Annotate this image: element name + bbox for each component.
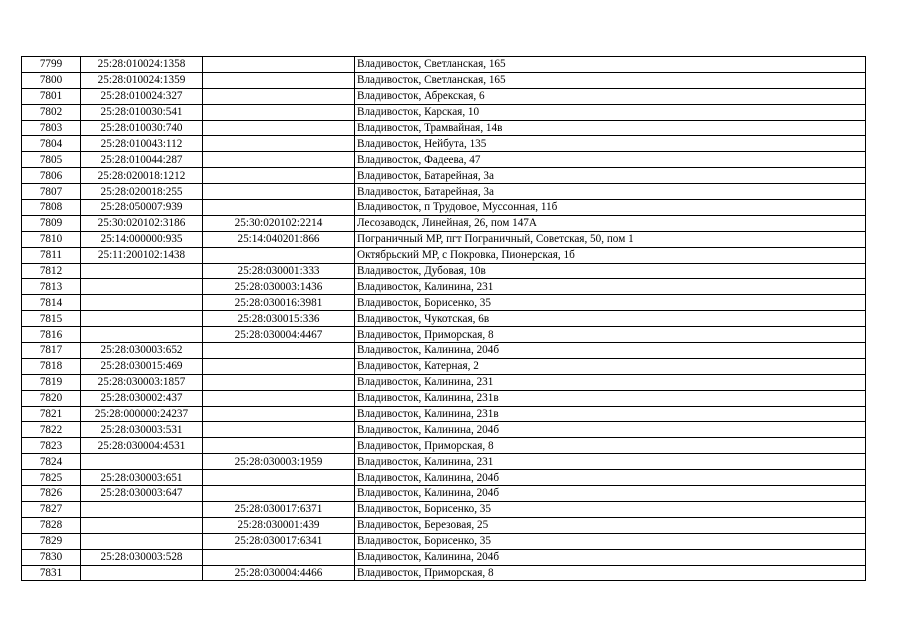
row-number-cell: 7815 (22, 311, 81, 327)
secondary-cadastral-number-cell: 25:28:030004:4467 (203, 327, 355, 343)
address-cell: Владивосток, Фадеева, 47 (355, 152, 866, 168)
secondary-cadastral-number-cell: 25:14:040201:866 (203, 231, 355, 247)
table-row (22, 549, 866, 565)
address-cell: Владивосток, Борисенко, 35 (355, 295, 866, 311)
address-cell: Владивосток, Карская, 10 (355, 104, 866, 120)
address-cell: Владивосток, Калинина, 204б (355, 422, 866, 438)
address-cell: Владивосток, Калинина, 204б (355, 549, 866, 565)
secondary-cadastral-number-cell: 25:28:030015:336 (203, 311, 355, 327)
table-row (22, 406, 866, 422)
secondary-cadastral-number-cell (203, 358, 355, 374)
row-number-cell: 7802 (22, 104, 81, 120)
table-row (22, 422, 866, 438)
table-row (22, 88, 866, 104)
address-cell: Лесозаводск, Линейная, 26, пом 147А (355, 215, 866, 231)
address-cell: Владивосток, Борисенко, 35 (355, 501, 866, 517)
secondary-cadastral-number-cell (203, 152, 355, 168)
row-number-cell: 7826 (22, 486, 81, 502)
table-row (22, 231, 866, 247)
table-row (22, 454, 866, 470)
cadastral-number-cell: 25:30:020102:3186 (81, 215, 203, 231)
address-cell: Владивосток, Приморская, 8 (355, 327, 866, 343)
cadastral-number-cell (81, 295, 203, 311)
row-number-cell: 7830 (22, 549, 81, 565)
secondary-cadastral-number-cell (203, 438, 355, 454)
cadastral-number-cell: 25:28:010030:740 (81, 120, 203, 136)
row-number-cell: 7822 (22, 422, 81, 438)
row-number-cell: 7820 (22, 390, 81, 406)
cadastral-number-cell: 25:28:030003:652 (81, 343, 203, 359)
cadastral-number-cell (81, 279, 203, 295)
row-number-cell: 7811 (22, 247, 81, 263)
property-registry-table (21, 56, 866, 581)
secondary-cadastral-number-cell (203, 374, 355, 390)
table-row (22, 184, 866, 200)
address-cell: Владивосток, Борисенко, 35 (355, 533, 866, 549)
address-cell: Владивосток, Батарейная, 3а (355, 184, 866, 200)
secondary-cadastral-number-cell: 25:28:030003:1436 (203, 279, 355, 295)
address-cell: Владивосток, Светланская, 165 (355, 57, 866, 73)
row-number-cell: 7817 (22, 343, 81, 359)
secondary-cadastral-number-cell: 25:28:030017:6341 (203, 533, 355, 549)
secondary-cadastral-number-cell (203, 486, 355, 502)
address-cell: Владивосток, Березовая, 25 (355, 517, 866, 533)
table-row (22, 470, 866, 486)
table-row (22, 486, 866, 502)
row-number-cell: 7825 (22, 470, 81, 486)
row-number-cell: 7809 (22, 215, 81, 231)
row-number-cell: 7818 (22, 358, 81, 374)
secondary-cadastral-number-cell (203, 184, 355, 200)
cadastral-number-cell: 25:28:020018:1212 (81, 168, 203, 184)
address-cell: Владивосток, Батарейная, 3а (355, 168, 866, 184)
address-cell: Владивосток, Калинина, 231в (355, 406, 866, 422)
address-cell: Владивосток, Трамвайная, 14в (355, 120, 866, 136)
cadastral-number-cell (81, 517, 203, 533)
address-cell: Владивосток, Дубовая, 10в (355, 263, 866, 279)
cadastral-number-cell: 25:14:000000:935 (81, 231, 203, 247)
row-number-cell: 7804 (22, 136, 81, 152)
table-row (22, 263, 866, 279)
address-cell: Владивосток, Калинина, 231 (355, 279, 866, 295)
secondary-cadastral-number-cell (203, 104, 355, 120)
secondary-cadastral-number-cell (203, 422, 355, 438)
table-row (22, 279, 866, 295)
secondary-cadastral-number-cell: 25:28:030004:4466 (203, 565, 355, 581)
registry-table-body (22, 57, 866, 581)
secondary-cadastral-number-cell (203, 72, 355, 88)
table-row (22, 327, 866, 343)
secondary-cadastral-number-cell (203, 390, 355, 406)
cadastral-number-cell: 25:28:010044:287 (81, 152, 203, 168)
cadastral-number-cell: 25:28:030003:651 (81, 470, 203, 486)
cadastral-number-cell: 25:28:030003:647 (81, 486, 203, 502)
secondary-cadastral-number-cell: 25:28:030001:333 (203, 263, 355, 279)
row-number-cell: 7799 (22, 57, 81, 73)
table-row (22, 104, 866, 120)
row-number-cell: 7814 (22, 295, 81, 311)
secondary-cadastral-number-cell (203, 120, 355, 136)
address-cell: Владивосток, Калинина, 204б (355, 343, 866, 359)
table-row (22, 311, 866, 327)
table-row (22, 358, 866, 374)
cadastral-number-cell: 25:28:030002:437 (81, 390, 203, 406)
address-cell: Владивосток, Калинина, 204б (355, 486, 866, 502)
table-row (22, 374, 866, 390)
table-row (22, 247, 866, 263)
cadastral-number-cell (81, 454, 203, 470)
secondary-cadastral-number-cell (203, 88, 355, 104)
table-row (22, 390, 866, 406)
cadastral-number-cell: 25:28:030004:4531 (81, 438, 203, 454)
secondary-cadastral-number-cell: 25:30:020102:2214 (203, 215, 355, 231)
cadastral-number-cell (81, 263, 203, 279)
secondary-cadastral-number-cell (203, 57, 355, 73)
cadastral-number-cell: 25:28:010043:112 (81, 136, 203, 152)
cadastral-number-cell: 25:28:010024:1359 (81, 72, 203, 88)
secondary-cadastral-number-cell: 25:28:030017:6371 (203, 501, 355, 517)
row-number-cell: 7831 (22, 565, 81, 581)
row-number-cell: 7801 (22, 88, 81, 104)
address-cell: Владивосток, Калинина, 231 (355, 374, 866, 390)
table-row (22, 152, 866, 168)
table-row (22, 565, 866, 581)
cadastral-number-cell: 25:11:200102:1438 (81, 247, 203, 263)
address-cell: Владивосток, п Трудовое, Муссонная, 11б (355, 200, 866, 216)
cadastral-number-cell: 25:28:020018:255 (81, 184, 203, 200)
cadastral-number-cell: 25:28:010030:541 (81, 104, 203, 120)
table-row (22, 517, 866, 533)
address-cell: Владивосток, Абрекская, 6 (355, 88, 866, 104)
row-number-cell: 7824 (22, 454, 81, 470)
table-row (22, 438, 866, 454)
cadastral-number-cell: 25:28:030003:528 (81, 549, 203, 565)
table-row (22, 120, 866, 136)
table-row (22, 533, 866, 549)
row-number-cell: 7803 (22, 120, 81, 136)
row-number-cell: 7816 (22, 327, 81, 343)
table-row (22, 215, 866, 231)
row-number-cell: 7823 (22, 438, 81, 454)
secondary-cadastral-number-cell (203, 200, 355, 216)
row-number-cell: 7813 (22, 279, 81, 295)
row-number-cell: 7805 (22, 152, 81, 168)
row-number-cell: 7806 (22, 168, 81, 184)
cadastral-number-cell: 25:28:000000:24237 (81, 406, 203, 422)
address-cell: Владивосток, Калинина, 231 (355, 454, 866, 470)
row-number-cell: 7828 (22, 517, 81, 533)
table-row (22, 136, 866, 152)
address-cell: Владивосток, Калинина, 231в (355, 390, 866, 406)
cadastral-number-cell (81, 327, 203, 343)
address-cell: Владивосток, Катерная, 2 (355, 358, 866, 374)
address-cell: Владивосток, Чукотская, 6в (355, 311, 866, 327)
row-number-cell: 7812 (22, 263, 81, 279)
address-cell: Владивосток, Приморская, 8 (355, 565, 866, 581)
table-row (22, 72, 866, 88)
row-number-cell: 7800 (22, 72, 81, 88)
row-number-cell: 7827 (22, 501, 81, 517)
cadastral-number-cell (81, 311, 203, 327)
cadastral-number-cell: 25:28:010024:327 (81, 88, 203, 104)
cadastral-number-cell: 25:28:030015:469 (81, 358, 203, 374)
cadastral-number-cell: 25:28:050007:939 (81, 200, 203, 216)
table-row (22, 295, 866, 311)
secondary-cadastral-number-cell (203, 247, 355, 263)
row-number-cell: 7808 (22, 200, 81, 216)
secondary-cadastral-number-cell: 25:28:030016:3981 (203, 295, 355, 311)
secondary-cadastral-number-cell: 25:28:030001:439 (203, 517, 355, 533)
address-cell: Пограничный МР, пгт Пограничный, Советская, 50, пом 1 (355, 231, 866, 247)
cadastral-number-cell: 25:28:030003:1857 (81, 374, 203, 390)
address-cell: Октябрьский МР, с Покровка, Пионерская, 1б (355, 247, 866, 263)
cadastral-number-cell: 25:28:010024:1358 (81, 57, 203, 73)
row-number-cell: 7810 (22, 231, 81, 247)
table-row (22, 57, 866, 73)
address-cell: Владивосток, Светланская, 165 (355, 72, 866, 88)
secondary-cadastral-number-cell (203, 470, 355, 486)
cadastral-number-cell (81, 533, 203, 549)
address-cell: Владивосток, Нейбута, 135 (355, 136, 866, 152)
secondary-cadastral-number-cell (203, 406, 355, 422)
cadastral-number-cell (81, 565, 203, 581)
secondary-cadastral-number-cell: 25:28:030003:1959 (203, 454, 355, 470)
secondary-cadastral-number-cell (203, 136, 355, 152)
row-number-cell: 7829 (22, 533, 81, 549)
table-row (22, 168, 866, 184)
secondary-cadastral-number-cell (203, 168, 355, 184)
secondary-cadastral-number-cell (203, 343, 355, 359)
row-number-cell: 7807 (22, 184, 81, 200)
row-number-cell: 7821 (22, 406, 81, 422)
table-row (22, 200, 866, 216)
secondary-cadastral-number-cell (203, 549, 355, 565)
cadastral-number-cell (81, 501, 203, 517)
cadastral-number-cell: 25:28:030003:531 (81, 422, 203, 438)
table-row (22, 501, 866, 517)
address-cell: Владивосток, Калинина, 204б (355, 470, 866, 486)
table-row (22, 343, 866, 359)
address-cell: Владивосток, Приморская, 8 (355, 438, 866, 454)
row-number-cell: 7819 (22, 374, 81, 390)
